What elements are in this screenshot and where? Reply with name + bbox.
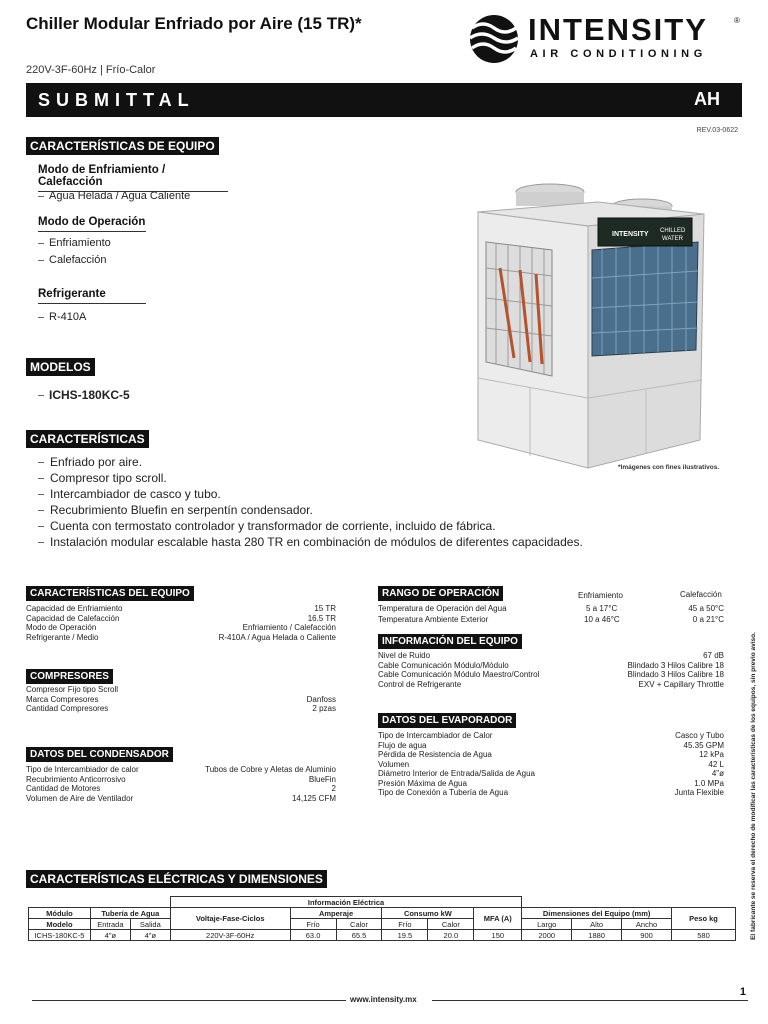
spec-row: Volumen 42 L <box>378 759 724 769</box>
section-heading-equipo: CARACTERÍSTICAS DE EQUIPO <box>26 137 219 155</box>
page-subtitle: 220V-3F-60Hz | Frío-Calor <box>26 64 156 76</box>
spec-row: Control de Refrigerante EXV + Capillary Throttle <box>378 679 724 689</box>
brand-logo <box>466 12 746 66</box>
cell: 900 <box>622 930 672 941</box>
header-ancho: Ancho <box>622 919 672 930</box>
spec-row: Modo de Operación Enfriamiento / Calefacción <box>26 623 336 632</box>
revision-code: REV.03-0622 <box>696 127 738 134</box>
unit-badge-tag1: CHILLED <box>660 228 686 234</box>
section-heading-info-equipo: INFORMACIÓN DEL EQUIPO <box>378 634 522 649</box>
list-item: Instalación modular escalable hasta 280 TR en combinación de módulos de diferentes capacidades. <box>38 535 583 549</box>
spec-row: Cantidad de Motores 2 <box>26 784 336 793</box>
spec-row: Recubrimiento Anticorrosivo BlueFin <box>26 774 336 784</box>
list-item: Calefacción <box>38 254 106 266</box>
refrigerante-label: Refrigerante <box>38 288 146 304</box>
header-modulo: Módulo <box>29 908 91 919</box>
page-number: 1 <box>739 986 746 998</box>
header-info-electrica: Información Eléctrica <box>170 897 521 908</box>
cell: 150 <box>474 930 522 941</box>
spec-table-compresores <box>26 685 336 714</box>
section-heading-caract-equipo: CARACTERÍSTICAS DEL EQUIPO <box>26 586 194 601</box>
spec-row: Cable Comunicación Módulo Maestro/Control Blindado 3 Hilos Calibre 18 <box>378 670 724 679</box>
electrical-table <box>28 896 736 941</box>
cell: 20.0 <box>428 930 474 941</box>
list-item: Recubrimiento Bluefin en serpentín condensador. <box>38 503 313 517</box>
spec-row: Flujo de agua 45.35 GPM <box>378 740 724 750</box>
spec-row: Compresor Fijo tipo Scroll <box>26 685 119 694</box>
header-amperaje: Amperaje <box>290 908 382 919</box>
operacion-label: Modo de Operación <box>38 216 146 232</box>
header-dimensiones: Dimensiones del Equipo (mm) <box>522 908 672 919</box>
submittal-banner <box>26 83 742 117</box>
spec-row: Cable Comunicación Módulo/Módulo Blindado 3 Hilos Calibre 18 <box>378 660 724 670</box>
header-voltaje: Voltaje-Fase-Ciclos <box>170 908 290 930</box>
header-kw-calor: Calor <box>428 919 474 930</box>
spec-table-condensador <box>26 765 336 803</box>
header-entrada: Entrada <box>90 919 130 930</box>
list-item: Compresor tipo scroll. <box>38 471 167 485</box>
header-salida: Salida <box>130 919 170 930</box>
section-heading-condensador: DATOS DEL CONDENSADOR <box>26 747 173 762</box>
list-item: Agua Helada / Agua Caliente <box>38 190 190 202</box>
spec-row: Tipo de Conexión a Tubería de Agua Junta Flexible <box>378 788 724 797</box>
spec-row: Diámetro Interior de Entrada/Salida de Agua 4"ø <box>378 769 724 778</box>
header-modelo: Modelo <box>29 919 91 930</box>
cell: 220V-3F-60Hz <box>170 930 290 941</box>
cell: 65.5 <box>336 930 382 941</box>
header-largo: Largo <box>522 919 572 930</box>
brand-registered: ® <box>734 16 740 25</box>
unit-badge-tag2: WATER <box>662 236 683 242</box>
cell: 4"ø <box>90 930 130 941</box>
spec-table-equipo <box>26 604 336 642</box>
footer-divider-right <box>432 1000 748 1001</box>
header-tuberia: Tubería de Agua <box>90 908 170 919</box>
modo-label: Modo de Enfriamiento / Calefacción <box>38 164 228 192</box>
banner-code: AH <box>694 89 720 109</box>
spec-table-info <box>378 651 724 689</box>
header-consumo: Consumo kW <box>382 908 474 919</box>
chiller-unit-image <box>470 178 738 470</box>
list-item: Cuenta con termostato controlador y transformador de corriente, incluido de fábrica. <box>38 519 496 533</box>
section-heading-modelos: MODELOS <box>26 358 95 376</box>
header-alto: Alto <box>572 919 622 930</box>
spec-row: Tipo de Intercambiador de calor Tubos de Cobre y Aletas de Aluminio <box>26 765 336 774</box>
spec-row: Capacidad de Enfriamiento 15 TR <box>26 604 336 613</box>
spec-row: Presión Máxima de Agua 1.0 MPa <box>378 778 724 788</box>
spec-table-evaporador <box>378 731 724 798</box>
spec-row: Volumen de Aire de Ventilador 14,125 CFM <box>26 793 336 803</box>
brand-name: INTENSITY <box>528 12 708 47</box>
list-item: Intercambiador de casco y tubo. <box>38 487 221 501</box>
spec-row: Cantidad Compresores 2 pzas <box>26 704 336 713</box>
spec-row: Nivel de Ruido 67 dB <box>378 651 724 660</box>
spec-row: Capacidad de Calefacción 16.5 TR <box>26 613 336 623</box>
list-item: Enfriado por aire. <box>38 455 142 469</box>
header-mfa: MFA (A) <box>474 908 522 930</box>
cell: 580 <box>672 930 736 941</box>
rango-col-enfriamiento: Enfriamiento <box>578 591 623 600</box>
list-item: Enfriamiento <box>38 237 111 249</box>
banner-title: SUBMITTAL <box>38 90 195 110</box>
page-title: Chiller Modular Enfriado por Aire (15 TR)* <box>26 14 362 33</box>
spec-row: Temperatura de Operación del Agua 5 a 17°C 45 a 50°C <box>378 604 724 613</box>
spec-row: Refrigerante / Medio R-410A / Agua Helada o Caliente <box>26 632 336 642</box>
cell: 63.0 <box>290 930 336 941</box>
cell: 1880 <box>572 930 622 941</box>
cell: 19.5 <box>382 930 428 941</box>
image-caption: *Imágenes con fines ilustrativos. <box>618 464 720 471</box>
section-heading-rango: RANGO DE OPERACIÓN <box>378 586 503 601</box>
section-heading-evaporador: DATOS DEL EVAPORADOR <box>378 713 516 728</box>
spec-table-rango <box>378 604 724 626</box>
cell: 4"ø <box>130 930 170 941</box>
table-row <box>29 930 736 941</box>
header-amp-frio: Frío <box>290 919 336 930</box>
spec-row: Temperatura Ambiente Exterior 10 a 46°C 0 a 21°C <box>378 615 724 624</box>
model-item: ICHS-180KC-5 <box>38 388 130 402</box>
footer-url[interactable]: www.intensity.mx <box>350 995 417 1004</box>
disclaimer-side-note: El fabricante se reserva el derecho de modificar las características de los equipos, sin previo aviso. <box>750 632 757 940</box>
section-heading-compresores: COMPRESORES <box>26 669 113 684</box>
header-kw-frio: Frío <box>382 919 428 930</box>
brand-tagline: AIR CONDITIONING <box>530 48 707 60</box>
section-heading-caracteristicas: CARACTERÍSTICAS <box>26 430 149 448</box>
spec-row: Marca Compresores Danfoss <box>26 694 336 704</box>
rango-col-calefaccion: Calefacción <box>680 590 722 599</box>
unit-badge-brand: INTENSITY <box>612 231 649 238</box>
spec-row: Tipo de Intercambiador de Calor Casco y Tubo <box>378 731 724 740</box>
section-heading-electricas: CARACTERÍSTICAS ELÉCTRICAS Y DIMENSIONES <box>26 870 327 888</box>
header-peso: Peso kg <box>672 908 736 930</box>
wave-logo-icon <box>466 14 522 64</box>
list-item: R-410A <box>38 311 86 323</box>
spec-row: Pérdida de Resistencia de Agua 12 kPa <box>378 750 724 759</box>
header-amp-calor: Calor <box>336 919 382 930</box>
cell: ICHS-180KC-5 <box>29 930 91 941</box>
footer-divider-left <box>32 1000 346 1001</box>
cell: 2000 <box>522 930 572 941</box>
